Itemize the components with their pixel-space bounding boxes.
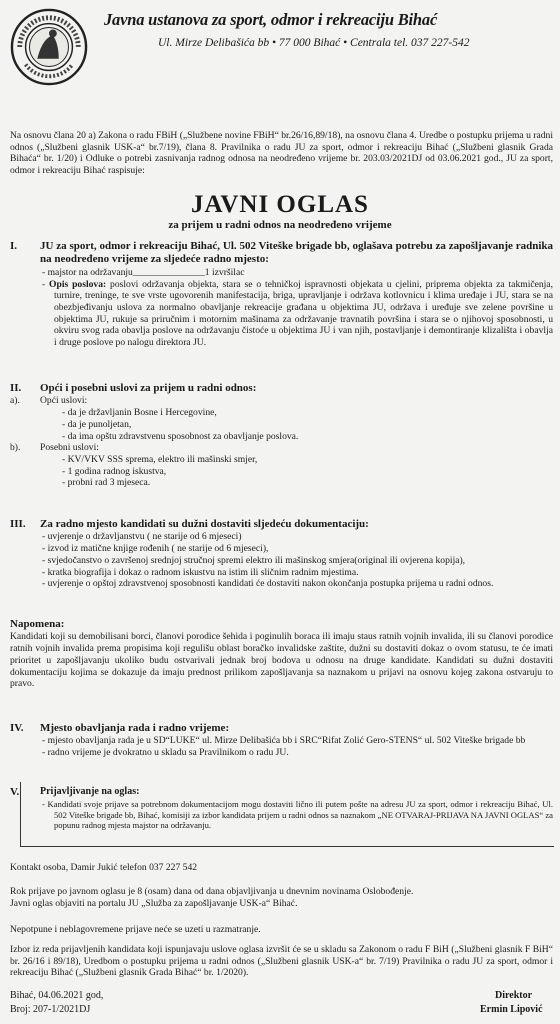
- section-1-number: I.: [10, 240, 18, 252]
- section-5-heading: Prijavljivanje na oglas:: [40, 786, 140, 797]
- general-condition-1: da je državljanin Bosne i Hercegovine,: [67, 407, 217, 419]
- section-2-number: II.: [10, 382, 22, 394]
- footer-reference-number: Broj: 207-1/2021DJ: [10, 1004, 91, 1015]
- selection-paragraph: Izbor iz reda prijavljenih kandidata koji ispunjavaju uslove oglasa izvršit će se u skladu sa Zakonom o radu F BiH („Službeni glasnik F BiH“ br. 26/16 i 89/18), Uredbom o postupku prijema u radni odnos („Službeni glasnik USK-a“ br. 7/19) Pravilnika o radu JU za sport, odmor i rekreaciju Bihać („Službeni glasnik Grada Bihać“ br. 1/2020).: [10, 944, 553, 979]
- list-item: - radno vrijeme je dvokratno u skladu sa Pravilnikom o radu JU.: [42, 747, 289, 759]
- list-item: - uvjerenje o državljanstvu ( ne starije od 6 mjeseci): [42, 531, 242, 543]
- special-condition-1: KV/VKV SSS sprema, elektro ili mašinski smjer,: [67, 453, 258, 465]
- director-title: Direktor: [495, 990, 533, 1001]
- document-requirement-3: svjedočanstvo o završenoj srednjoj stručnoj spremi elektro ili mašinskog smjera(original ili ovjerena kopija),: [47, 554, 466, 566]
- subsection-b-label: b).: [10, 442, 21, 454]
- list-item: - svjedočanstvo o završenoj srednjoj stručnoj spremi elektro ili mašinskog smjera(original ili ovjerena kopija),: [42, 554, 466, 566]
- section-5-number: V.: [10, 786, 20, 798]
- opis-text: poslovi održavanja objekta, stara se o tehničkoj ispravnosti objekata u cjelini, priprema objekta za takmičenja, turnire, treninge, te sve vrste ugovorenih manifestacija, briga, upravljanje i održava kotlovnicu i klima uređaje i JU, stara se na obezbjeđivanju uslova za normalno obavljanje rekreacije građana u objektima JU, održava i uređuje sve zelene površine u objektima JU, rukuje sa priručnim i motornim mašinama za održavanje travnatih površina i stara se o njihovoj sposobnosti, u okviru svog rada obavlja poslove na održavanju čistoće u objektima JU i van njih, postavljanje i demontiranje klizališta i obavlja i druge poslove po nalogu direktora JU.: [54, 278, 554, 349]
- list-item: - da je državljanin Bosne i Hercegovine,: [62, 407, 217, 419]
- document-subtitle: za prijem u radni odnos na neodređeno vrijeme: [168, 219, 392, 231]
- working-hours: radno vrijeme je dvokratno u skladu sa Pravilnikom o radu JU.: [47, 747, 289, 759]
- section-1-job-description: - Opis poslova: poslovi održavanja objekta, stara se o tehničkoj ispravnosti objekata u cjelini, priprema objekta za takmičenja, turnire, treninge, te sve vrste ugovorenih manifestacija, briga, upravljanje i održava kotlovnicu i klima uređaje i JU, stara se na obezbjeđivanju uslova za normalno obavljanje rekreacije građana u objektima JU, održava i uređuje sve zelene površine u objektima JU, rukuje sa priručnim i motornim mašinama za održavanje travnatih površina i stara se o njihovoj sposobnosti, u okviru svog rada obavlja poslove na održavanju čistoće u objektima JU i van njih, postavljanje i demontiranje klizališta i obavlja i druge poslove po nalogu direktora JU.: [42, 278, 554, 349]
- section-3-heading: Za radno mjesto kandidati su dužni dostaviti sljedeću dokumentaciju:: [40, 518, 369, 530]
- section-1-item: - majstor na održavanju_______________1 izvršilac: [42, 266, 245, 278]
- document-requirement-4: kratka biografija i dokaz o radnom iskustvu na istim ili sličnim radnim mjestima.: [47, 566, 359, 578]
- list-item: - izvod iz matične knjige rođenih ( ne starije od 6 mjeseci),: [42, 543, 269, 555]
- list-item: - mjesto obavljanja rada je u SD“LUKE“ ul. Mirze Delibašića bb i SRC“Rifat Zolić Gero-STENS“ ul. 502 Viteške brigade bb: [42, 735, 526, 747]
- note-section: [10, 618, 553, 690]
- section-4: [10, 722, 553, 759]
- subsection-b-heading: Posebni uslovi:: [40, 442, 99, 454]
- note-text: Kandidati koji su demobilisani borci, članovi porodice šehida i poginulih boraca ili imaju staus ratnih vojnih invalida, ili su članovi porodice ratnih vojnih invalida prema propisima koji regulišu oblast boračko invalidske zaštite, dužni su dostaviti dokaz o ovom statusu, te će imati prioritet u zapošljavanju ukoliko budu ostvarivali jednak broj bodova u odnosu na druge kandidate. Kandidati su dužni dostaviti dokumentaciju kojima se dokazuje da imaju prednost prilikom zapošljavanja sa naznakom u prijavi na osnovu kojeg zakona ostvaruju to pravo.: [10, 631, 553, 690]
- section-3-number: III.: [10, 518, 26, 530]
- list-item: - da je punoljetan,: [62, 418, 132, 430]
- list-item: - 1 godina radnog iskustva,: [62, 465, 167, 477]
- document-title: JAVNI OGLAS: [191, 191, 369, 218]
- institution-seal-logo: [10, 8, 88, 86]
- publication-text: Javni oglas objaviti na portalu JU „Služba za zapošljavanje USK-a“ Bihać.: [10, 897, 298, 909]
- director-name: Ermin Lipović: [480, 1004, 543, 1015]
- list-item: - kratka biografija i dokaz o radnom iskustvu na istim ili sličnim radnim mjestima.: [42, 566, 359, 578]
- deadline-paragraph: [10, 886, 553, 909]
- section-4-heading: Mjesto obavljanja rada i radno vrijeme:: [40, 722, 230, 734]
- list-item: - probni rad 3 mjeseca.: [62, 477, 151, 489]
- intro-paragraph: Na osnovu člana 20 a) Zakona o radu FBiH („Službene novine FBiH“ br.26/16,89/18), na osnovu člana 4. Uredbe o postupku prijema u radni odnos („Službeni glasnik USK-a“ br.7/19), člana 8. Pravilnika o radu JU za sport, odmor i rekreaciju Bihać („Službeni glasnik Grada Bihaća“ br. 1/20) i Odluke o potrebi zasnivanja radnog odnosa na neodređeno vrijeme br. 203.03/2021DJ od 03.06.2021 god., JU za sport, odmor i rekreaciju Bihać raspisuje:: [10, 130, 553, 177]
- position-title: majstor na održavanju_______________1 izvršilac: [47, 266, 245, 278]
- list-item: - da ima opštu zdravstvenu sposobnost za obavljanje poslova.: [62, 430, 299, 442]
- list-item: - uvjerenje o opštoj zdravstvenoj sposobnosti kandidati će dostaviti nakon okončanja postupka prijema u radni odnos.: [42, 578, 494, 590]
- footer-date: Bihać, 04.06.2021 god,: [10, 990, 104, 1001]
- application-instructions: Kandidati svoje prijave sa potrebnom dokumentacijom mogu dostaviti lično ili putem pošte na adresu JU za sport, odmor i rekreaciju Bihać, Ul. 502 Viteške brigade bb, Bihać, komisiji za izbor kandidata prijem u radni odnos sa naznakom „NE OTVARAJ-PRIJAVA NA JAVNI OGLAS“ za popunu radnog mjesta majstor na održavanju.: [47, 799, 553, 831]
- document-requirement-1: uvjerenje o državljanstvu ( ne starije od 6 mjeseci): [47, 531, 242, 543]
- contact-line: Kontakt osoba, Damir Jukić telefon 037 227 542: [10, 862, 198, 873]
- general-condition-2: da je punoljetan,: [67, 418, 132, 430]
- section-2: [10, 382, 553, 489]
- subsection-a-label: a).: [10, 395, 20, 407]
- document-requirement-2: izvod iz matične knjige rođenih ( ne starije od 6 mjeseci),: [47, 543, 269, 555]
- list-item: - KV/VKV SSS sprema, elektro ili mašinski smjer,: [62, 453, 258, 465]
- note-heading: Napomena:: [10, 618, 65, 630]
- special-condition-3: probni rad 3 mjeseca.: [67, 477, 151, 489]
- header-title: Javna ustanova za sport, odmor i rekreaciju Bihać: [104, 10, 438, 29]
- incomplete-applications-note: Nepotpune i neblagovremene prijave neće se uzeti u razmatranje.: [10, 924, 261, 935]
- section-2-heading: Opći i posebni uslovi za prijem u radni odnos:: [40, 382, 257, 394]
- special-condition-2: 1 godina radnog iskustva,: [67, 465, 167, 477]
- section-3: [10, 518, 553, 590]
- subsection-a-heading: Opći uslovi:: [40, 395, 88, 407]
- section-1-heading: JU za sport, odmor i rekreaciju Bihać, Ul. 502 Viteške brigade bb, oglašava potrebu za zapošljavanje radnika na neodređeno vrijeme za sljedeće radno mjesto:: [40, 240, 553, 266]
- section-4-number: IV.: [10, 722, 24, 734]
- section-5: [10, 786, 553, 831]
- general-condition-3: da ima opštu zdravstvenu sposobnost za obavljanje poslova.: [67, 430, 299, 442]
- list-item: - Kandidati svoje prijave sa potrebnom dokumentacijom mogu dostaviti lično ili putem pošte na adresu JU za sport, odmor i rekreaciju Bihać, Ul. 502 Viteške brigade bb, Bihać, komisiji za izbor kandidata prijem u radni odnos sa naznakom „NE OTVARAJ-PRIJAVA NA JAVNI OGLAS“ za popunu radnog mjesta majstor na održavanju.: [42, 799, 553, 831]
- document-requirement-5: uvjerenje o opštoj zdravstvenoj sposobnosti kandidati će dostaviti nakon okončanja postupka prijema u radni odnos.: [47, 578, 494, 590]
- deadline-text: Rok prijave po javnom oglasu je 8 (osam) dana od dana objavljivanja u dnevnim novinama Oslobođenje.: [10, 886, 414, 897]
- section-1: [10, 240, 553, 349]
- header-address: Ul. Mirze Delibašića bb • 77 000 Bihać • Centrala tel. 037 227-542: [158, 37, 470, 49]
- work-location: mjesto obavljanja rada je u SD“LUKE“ ul. Mirze Delibašića bb i SRC“Rifat Zolić Gero-STENS“ ul. 502 Viteške brigade bb: [47, 735, 526, 747]
- opis-label: Opis poslova:: [49, 278, 107, 290]
